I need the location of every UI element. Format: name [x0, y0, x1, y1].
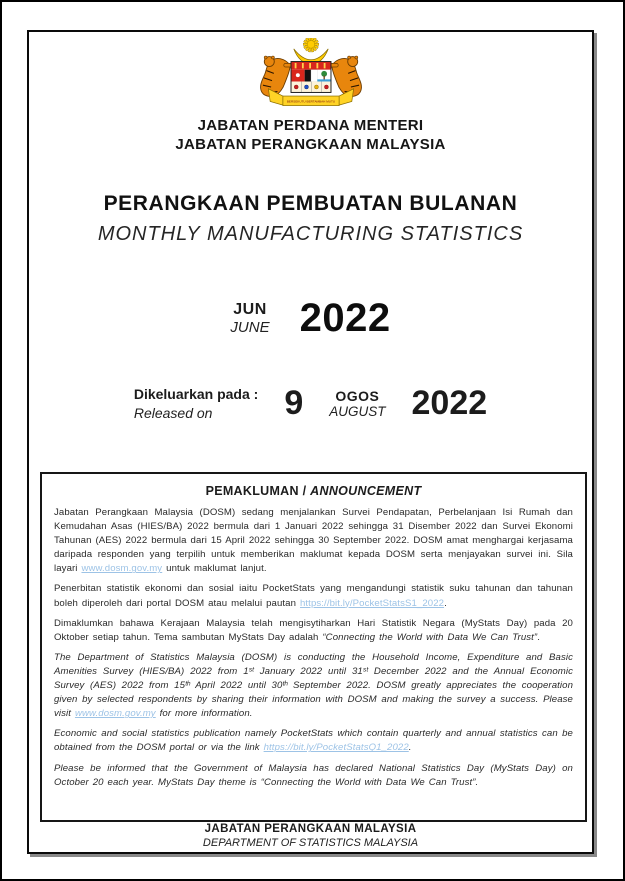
paragraph-text: . — [444, 597, 447, 609]
announcement-paragraph-4 — [54, 651, 573, 721]
paragraph-text: . — [537, 631, 540, 643]
paragraph-text: untuk maklumat lanjut. — [162, 563, 267, 575]
footer-line-malay: JABATAN PERANGKAAN MALAYSIA — [204, 823, 417, 835]
malaysia-coat-of-arms — [243, 38, 379, 121]
coat-of-arms-svg — [243, 38, 379, 116]
mystats-theme-quote: “Connecting the World with Data We Can Trust” — [322, 631, 538, 643]
agency-line-1: JABATAN PERDANA MENTERI — [197, 117, 424, 134]
paragraph-text: . — [408, 742, 412, 754]
title-english: MONTHLY MANUFACTURING STATISTICS — [97, 223, 524, 245]
paragraph-text: Economic and social statistics publication namely PocketStats which contain quarterly and annual statistics can be obtained from the DOSM portal or via the link — [54, 728, 573, 754]
period-month — [230, 301, 269, 336]
paragraph-text: Please be informed that the Government of Malaysia has declared National Statistics Day (MyStats Day) on October 20 each year. MyStats Day theme is “Connecting the World with Data We Can Trust”. — [54, 762, 573, 788]
reference-period — [29, 296, 592, 341]
paragraph-text: for more information. — [155, 708, 253, 720]
footer-line-english: DEPARTMENT OF STATISTICS MALAYSIA — [202, 837, 419, 849]
period-month-english: JUNE — [230, 319, 270, 336]
tiger-right-icon — [330, 56, 361, 96]
dosm-website-link-english[interactable]: www.dosm.gov.my — [74, 708, 156, 720]
announcement-paragraph-6 — [54, 762, 573, 790]
title-malay: PERANGKAAN PEMBUATAN BULANAN — [103, 192, 518, 215]
release-month-english: AUGUST — [329, 404, 386, 419]
release-label — [134, 386, 259, 421]
release-label-malay: Dikeluarkan pada : — [133, 386, 259, 402]
royal-shield — [291, 62, 331, 93]
release-date — [29, 384, 592, 423]
release-day: 9 — [284, 384, 304, 422]
release-month-malay: OGOS — [335, 388, 380, 404]
cover-frame — [27, 30, 594, 854]
federal-star-icon — [303, 38, 318, 52]
release-year: 2022 — [411, 384, 488, 422]
paragraph-text: Dimaklumkan bahawa Kerajaan Malaysia telah mengisytiharkan Hari Statistik Negara (MyStats Day) pada 20 Oktober setiap tahun. Tema sambutan MyStats Day adalah — [54, 617, 573, 643]
agency-header — [29, 116, 592, 154]
announcement-paragraph-3 — [54, 617, 573, 645]
announcement-box — [40, 472, 587, 822]
period-month-malay: JUN — [233, 301, 267, 318]
paragraph-text: The Department of Statistics Malaysia (DOSM) is conducting the Household Income, Expenditure and Basic Amenities Survey (HIES/BA) 2022 from 1ˢᵗ January 2022 until 31ˢᵗ December 2022 and the Annual Economic Survey (AES) 2022 from 15ᵗʰ April 2022 until 30ᵗʰ September 2022. DOSM greatly appreciates the cooperation given by selected respondents by sharing their information with DOSM and making the survey a success. Please visit — [54, 651, 573, 720]
paragraph-text: Jabatan Perangkaan Malaysia (DOSM) sedang menjalankan Survei Pendapatan, Perbelanjaan Isi Rumah dan Kemudahan Asas (HIES/BA) 2022 bermula dari 1 Januari 2022 sehingga 31 Disember 2022 dan Survei Ekonomi Tahunan (AES) 2022 bermula dari 15 April 2022 sehingga 30 September 2022. DOSM amat menghargai kerjasama daripada responden yang terpilih untuk memberikan maklumat kepada DOSM serta menjayakan survei ini. Sila layari — [54, 507, 573, 575]
paragraph-text: Penerbitan statistik ekonomi dan sosial iaitu PocketStats yang mengandungi statistik suku tahunan dan tahunan boleh diperoleh dari portal DOSM atau melalui pautan — [54, 583, 573, 609]
announcement-heading-separator: / — [298, 484, 311, 498]
motto-text: BERSEKUTU BERTAMBAH MUTU — [286, 99, 335, 104]
pocketstats-link-english[interactable]: https://bit.ly/PocketStatsQ1_2022 — [263, 742, 409, 754]
announcement-paragraph-5 — [54, 727, 573, 755]
announcement-heading-english: ANNOUNCEMENT — [310, 484, 422, 498]
period-year: 2022 — [299, 296, 391, 340]
announcement-heading-malay: PEMAKLUMAN — [205, 484, 299, 498]
agency-line-2: JABATAN PERANGKAAN MALAYSIA — [175, 136, 446, 153]
publication-title — [29, 192, 592, 246]
release-month — [329, 388, 385, 419]
dosm-website-link[interactable]: www.dosm.gov.my — [81, 563, 163, 575]
announcement-paragraph-2 — [54, 582, 573, 610]
release-label-english: Released on — [133, 405, 213, 421]
announcement-paragraph-1 — [54, 506, 573, 576]
tiger-left-icon — [260, 56, 291, 96]
announcement-heading — [54, 484, 573, 498]
pocketstats-link-malay[interactable]: https://bit.ly/PocketStatsS1_2022 — [299, 597, 445, 609]
footer — [29, 823, 592, 849]
